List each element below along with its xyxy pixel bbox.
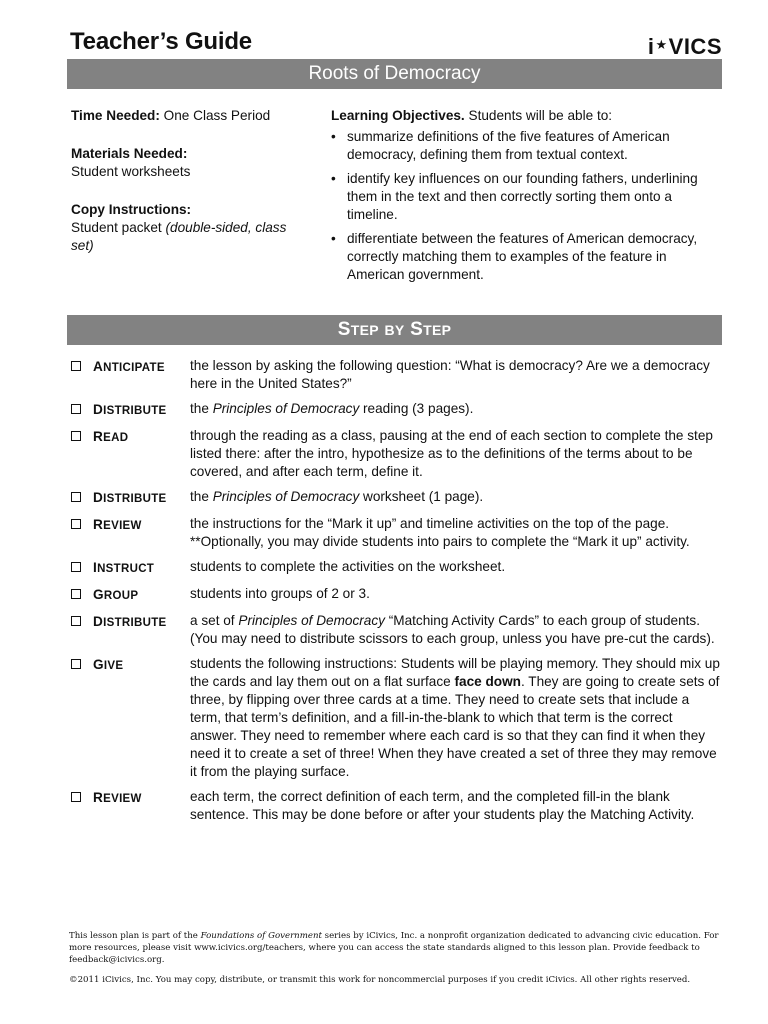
step-text: students the following instructions: Students will be playing memory. They should mix up the cards and lay them out on a flat surface face down. They are going to create sets of three, by flipping over three cards at a time. They need to create sets that include a term, that term’s definition, and a fill-in-the-blank to which that term is the correct answer. They need to remember where each card is so that they can find it when they need it to create a set of three! When they have created a set of three they may remove it from the playing surface. (190, 656, 720, 779)
checkbox-icon (71, 431, 81, 441)
step-row (71, 612, 721, 648)
objective-item: • differentiate between the features of American democracy, correctly matching them to examples of the feature in American government. (331, 231, 698, 282)
copy-text (71, 219, 311, 255)
step-verb: DISTRIBUTE (93, 490, 167, 505)
checkbox-icon (71, 616, 81, 626)
lesson-title-banner (67, 59, 722, 89)
footer-note: This lesson plan is part of the Foundations of Government series by iCivics, Inc. a nonprofit organization dedicated to advancing civic education. For more resources, please visit www.icivics.org/teachers, where you can access the state standards aligned to this lesson plan. Provide feedback to feedback@icivics.org. (69, 931, 719, 965)
step-text: the Principles of Democracy worksheet (1 page). (190, 489, 484, 504)
objectives-list (331, 128, 711, 284)
step-verb: REVIEW (93, 790, 142, 805)
bullet-icon: • (331, 129, 336, 144)
checkbox-icon (71, 589, 81, 599)
step-row (71, 655, 721, 781)
icivics-logo (648, 34, 722, 60)
lesson-details (71, 107, 311, 275)
copy-note: (double-sided, class set) (71, 220, 287, 253)
step-verb: DISTRIBUTE (93, 402, 167, 417)
step-text: through the reading as a class, pausing at the end of each section to complete the step listed there: after the intro, hypothesize as to the definitions of the terms about to be covered, and after each term, define it. (190, 428, 713, 479)
checkbox-icon (71, 659, 81, 669)
checkbox-icon (71, 404, 81, 414)
objectives-intro: Students will be able to: (468, 108, 613, 123)
logo-text-right: VICS (668, 34, 722, 59)
step-verb: GROUP (93, 587, 139, 602)
step-row (71, 585, 721, 605)
time-needed (71, 107, 311, 125)
materials-needed (71, 145, 311, 181)
step-text: the lesson by asking the following question: “What is democracy? Are we a democracy here in the United States?” (190, 358, 710, 391)
step-verb: REVIEW (93, 517, 142, 532)
objectives-heading (331, 107, 711, 125)
page-title: Teacher’s Guide (70, 28, 252, 55)
step-verb: READ (93, 429, 129, 444)
checkbox-icon (71, 361, 81, 371)
star-icon: ★ (655, 37, 668, 52)
lesson-title: Roots of Democracy (308, 63, 481, 84)
step-text: the Principles of Democracy reading (3 pages). (190, 401, 474, 416)
step-text: students into groups of 2 or 3. (190, 586, 370, 601)
steps-list (71, 357, 721, 831)
objectives-title: Learning Objectives. (331, 108, 465, 123)
checkbox-icon (71, 492, 81, 502)
checkbox-icon (71, 519, 81, 529)
time-label: Time Needed: (71, 108, 160, 123)
learning-objectives (331, 107, 711, 290)
step-verb: ANTICIPATE (93, 359, 165, 374)
materials-label: Materials Needed: (71, 146, 188, 161)
step-text: a set of Principles of Democracy “Matching Activity Cards” to each group of students. (You may need to distribute scissors to each group, unless you have pre-cut the cards). (190, 613, 715, 646)
time-value: One Class Period (163, 108, 271, 123)
bullet-icon: • (331, 171, 336, 186)
step-row (71, 558, 721, 578)
materials-value: Student worksheets (71, 164, 191, 179)
step-text: the instructions for the “Mark it up” and timeline activities on the top of the page. **Optionally, you may divide students into pairs to complete the “Mark it up” activity. (190, 516, 690, 549)
step-text: each term, the correct definition of each term, and the completed fill-in the blank sentence. This may be done before or after your students play the Matching Activity. (190, 789, 695, 822)
step-text: students to complete the activities on the worksheet. (190, 559, 506, 574)
copy-instructions (71, 201, 311, 255)
step-verb: INSTRUCT (93, 560, 155, 575)
step-row (71, 400, 721, 420)
copy-label: Copy Instructions: (71, 202, 192, 217)
copy-value: Student packet (71, 220, 162, 235)
objective-item: • summarize definitions of the five features of American democracy, defining them from textual context. (331, 129, 670, 162)
step-by-step-banner: S TEP BY S TEP (67, 315, 722, 345)
step-row (71, 427, 721, 481)
checkbox-icon (71, 562, 81, 572)
footer (69, 930, 724, 986)
step-row (71, 357, 721, 393)
copyright: ©2011 iCivics, Inc. You may copy, distribute, or transmit this work for noncommercial purposes if you credit iCivics. All other rights reserved. (69, 975, 691, 985)
step-verb: DISTRIBUTE (93, 614, 167, 629)
step-row (71, 515, 721, 551)
bullet-icon: • (331, 231, 336, 246)
step-row (71, 788, 721, 824)
logo-text-left: i (647, 34, 655, 59)
checkbox-icon (71, 792, 81, 802)
step-verb: GIVE (93, 657, 124, 672)
objective-item: • identify key influences on our founding fathers, underlining them in the text and then correctly sorting them onto a timeline. (331, 171, 698, 222)
step-row (71, 488, 721, 508)
